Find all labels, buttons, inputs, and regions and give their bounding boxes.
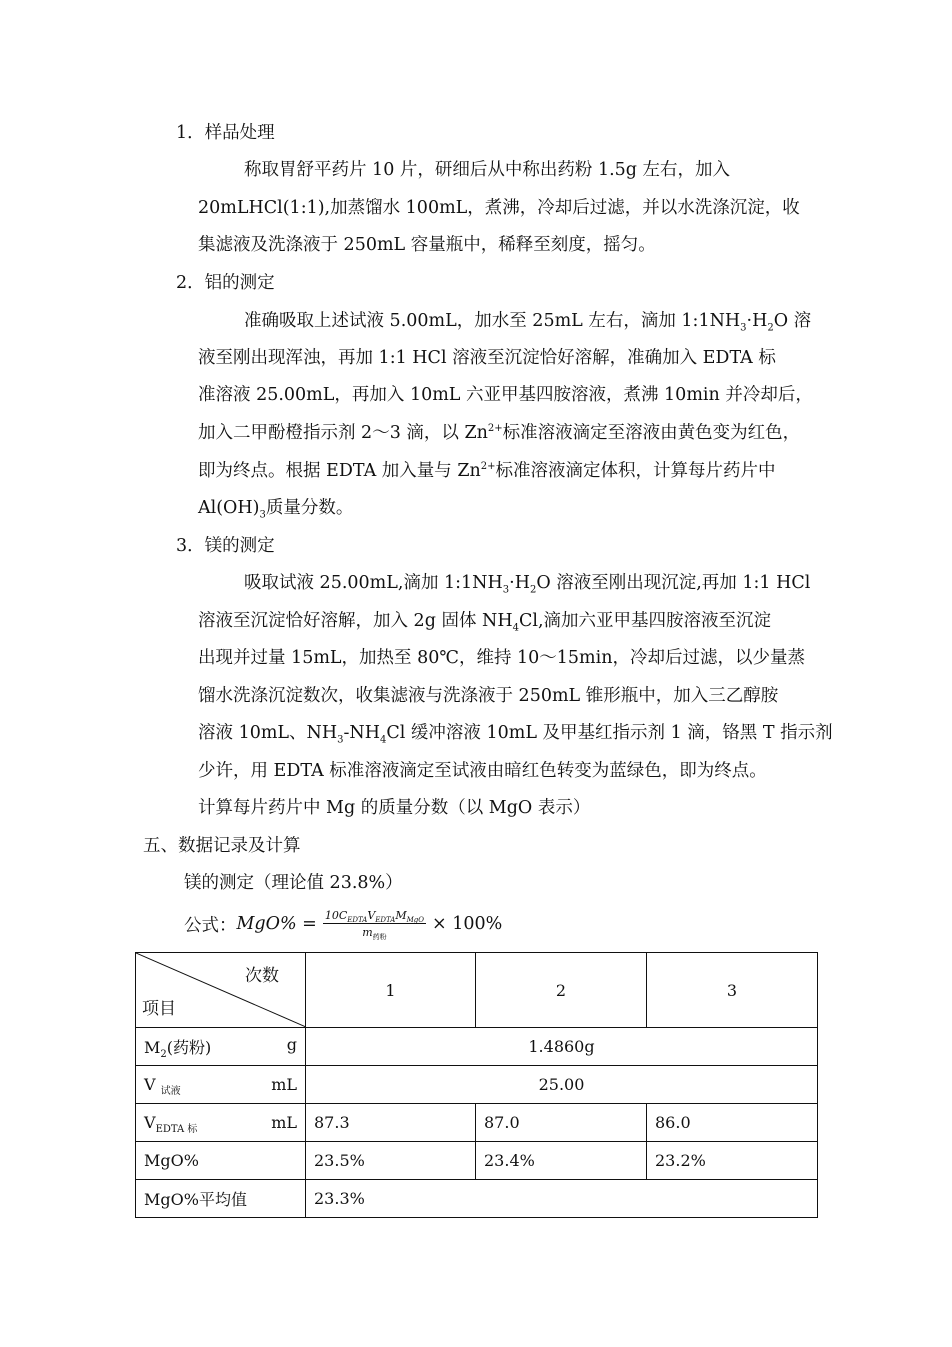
table-row	[136, 1028, 818, 1066]
paragraph-line: 溶液至沉淀恰好溶解，加入 2g 固体 $NH_4Cl$,滴加六亚甲基四胺溶液至沉淀	[198, 611, 772, 634]
mg-subtitle: 镁的测定（理论值 23.8%）	[184, 873, 403, 893]
section-5-title: 五、数据记录及计算	[143, 836, 301, 856]
table-cell: 87.0	[476, 1104, 647, 1142]
formula-lhs: MgO% =	[236, 914, 317, 934]
paragraph-line: 计算每片药片中 Mg 的质量分数（以 MgO 表示）	[198, 798, 591, 818]
row-label: MgO%平均值	[136, 1180, 306, 1218]
paragraph-line: 馏水洗涤沉淀数次，收集滤液与洗涤液于 250mL 锥形瓶中，加入三乙醇胺	[198, 686, 779, 706]
paragraph-line: 吸取试液 25.00mL,滴加 $1:1NH_3\cdot H_2O$ 溶液至刚出现沉淀,再加 1:1 HCl	[244, 573, 811, 596]
paragraph-line: 准溶液 25.00mL，再加入 10mL 六亚甲基四胺溶液，煮沸 10min 并冷却后，	[198, 385, 813, 405]
table-cell: 23.2%	[647, 1142, 818, 1180]
formula	[184, 900, 502, 948]
paragraph-line: 出现并过量 15mL，加热至 80℃，维持 10～15min，冷却后过滤，以少量蒸	[198, 648, 806, 668]
paragraph-line: 准确吸取上述试液 5.00mL，加水至 25mL 左右，滴加 $1:1NH_3\cdot H_2O$ 溶	[244, 311, 812, 334]
table-cell: 87.3	[306, 1104, 476, 1142]
table-row	[136, 1180, 818, 1218]
formula-rhs: × 100%	[432, 914, 503, 934]
header-times: 次数	[245, 966, 279, 986]
table-row	[136, 1104, 818, 1142]
paragraph-line: 称取胃舒平药片 10 片，研细后从中称出药粉 1.5g 左右，加入	[244, 160, 731, 180]
paragraph-line: 少许，用 EDTA 标准溶液滴定至试液由暗红色转变为蓝绿色，即为终点。	[198, 761, 767, 781]
table-cell: 1.4860g	[306, 1028, 818, 1066]
formula-label: 公式：	[184, 915, 237, 936]
paragraph-line: 即为终点。根据 EDTA 加入量与 $Zn^{2+}$标准溶液滴定体积，计算每片药片中	[198, 461, 776, 481]
col-header: 2	[476, 953, 647, 1028]
paragraph-line: 集滤液及洗涤液于 250mL 容量瓶中，稀释至刻度，摇匀。	[198, 235, 656, 255]
paragraph-line: $Al(OH)_3$质量分数。	[198, 498, 354, 521]
paragraph-line: 20mLHCl(1:1),加蒸馏水 100mL，煮沸，冷却后过滤，并以水洗涤沉淀，收	[198, 198, 800, 218]
row-label: $M_2$(药粉) g	[136, 1028, 306, 1066]
row-label: $V_{EDTA 标}$ mL	[136, 1104, 306, 1142]
table-cell: 25.00	[306, 1066, 818, 1104]
section-1-title: 1．样品处理	[176, 123, 275, 143]
data-table	[135, 952, 818, 1218]
table-header-row	[136, 953, 818, 1028]
col-header: 3	[647, 953, 818, 1028]
header-item: 项目	[142, 999, 176, 1019]
section-3-title: 3．镁的测定	[176, 536, 275, 556]
table-cell: 23.3%	[306, 1180, 818, 1218]
table-row	[136, 1142, 818, 1180]
diagonal-header-cell	[136, 953, 306, 1028]
table-cell: 86.0	[647, 1104, 818, 1142]
paragraph-line: 溶液 10mL、$NH_3-NH_4Cl$ 缓冲溶液 10mL 及甲基红指示剂 1 滴，铬黑 T 指示剂	[198, 723, 833, 746]
table-cell: 23.4%	[476, 1142, 647, 1180]
section-2-title: 2．铝的测定	[176, 273, 275, 293]
paragraph-line: 加入二甲酚橙指示剂 2～3 滴，以 $Zn^{2+}$标准溶液滴定至溶液由黄色变为红色，	[198, 423, 801, 443]
formula-fraction: $\frac{10C_{EDTA}V_{EDTA}M_{MgO}}{m_{药粉}}$	[324, 909, 425, 942]
paragraph-line: 液至刚出现浑浊，再加 1:1 HCl 溶液至沉淀恰好溶解，准确加入 EDTA 标	[198, 348, 776, 368]
table-cell: 23.5%	[306, 1142, 476, 1180]
table-row	[136, 1066, 818, 1104]
col-header: 1	[306, 953, 476, 1028]
row-label: V $_{试液}$ mL	[136, 1066, 306, 1104]
row-label: MgO%	[136, 1142, 306, 1180]
